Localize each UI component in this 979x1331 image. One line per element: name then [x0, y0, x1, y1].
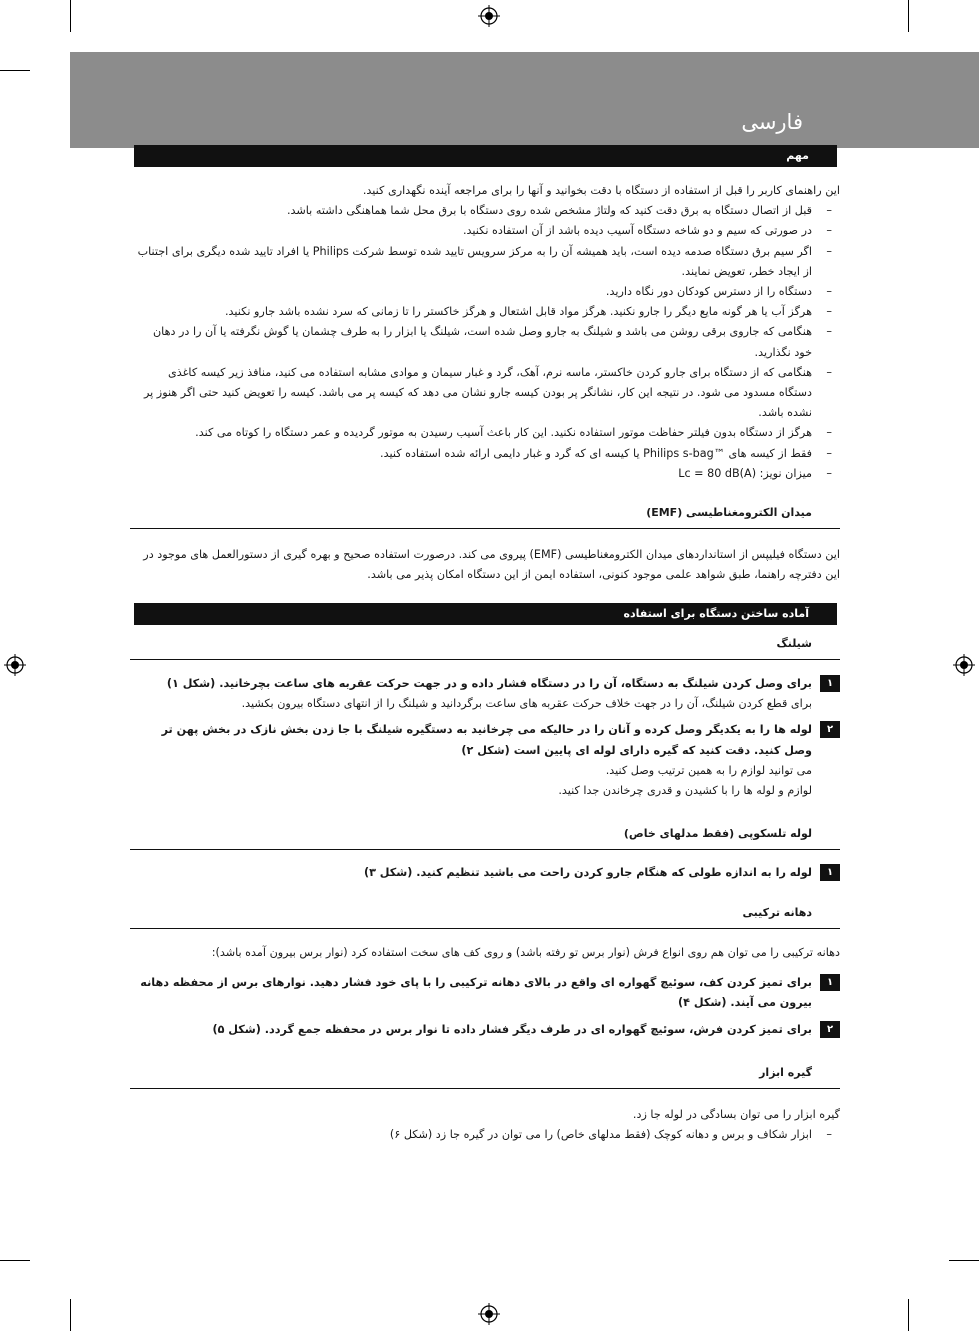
list-item: – ابزار شکاف و برس و دهانه کوچک (فقط مدلهای خاص) را می توان در گیره جا زد (شکل ۶) [389, 1128, 832, 1142]
step-item: ۱ برای تمیز کردن کف، سوئیچ گهواره ای واقع در بالای دهانه ترکیبی را با پای خود فشار دهید. نوارهای برس از محفظه دهانه بیرون می آیند. (شکل ۴) [134, 973, 840, 1013]
step-number: ۲ [820, 1021, 840, 1038]
list-item: – در صورتی که سیم و دو شاخه دستگاه آسیب دیده باشد از آن استفاده نکنید. [463, 224, 832, 238]
nozzle-section [134, 943, 840, 1040]
step-number: ۲ [820, 721, 840, 738]
hose-section [134, 674, 840, 801]
hose-heading: شیلنگ [130, 637, 840, 660]
important-intro: این راهنمای کاربر را قبل از استفاده از دستگاه با دقت بخوانید و آنها را برای مراجعه آینده نگهداری کنید. [362, 184, 840, 197]
step-item: ۲ برای تمیز کردن فرش، سوئیچ گهواره ای در طرف دیگر فشار داده تا نوار برس در محفظه جمع گردد. (شکل ۵) [134, 1020, 840, 1040]
crop-mark [0, 70, 30, 71]
clip-section [134, 1105, 840, 1145]
list-item: – هرگز از دستگاه بدون فیلتر حفاظت موتور استفاده نکنید. این کار باعث آسیب رسیدن به موتور گردیده و عمر دستگاه را کوتاه می کند. [195, 426, 832, 440]
list-item: – دستگاه را از دسترس کودکان دور نگاه دارید. [605, 285, 832, 299]
clip-intro: گیره ابزار را می توان بسادگی در لوله جا زد. [632, 1108, 840, 1121]
registration-mark-icon [953, 654, 975, 676]
crop-mark [908, 0, 909, 32]
clip-heading: گیره ابزار [130, 1066, 840, 1089]
step-item: ۲ لوله ها را به یکدیگر وصل کرده و آنان را در حالیکه می چرخانید به دستگیره شیلنگ با جا زدن بخش نازک در بخش پهن تر وصل کنید. دقت کنید که گیره دارای لوله ای پایین است (شکل ۲) می توانید لوازم را به همین ترتیب وصل کنید. لوازم و لوله ها را با کشیدن و قدری چرخاندن جدا کنید. [134, 720, 840, 801]
section-bar-preparing: آماده ساختن دستگاه برای استفاده [134, 603, 837, 625]
step-number: ۱ [820, 864, 840, 881]
crop-mark [70, 1299, 71, 1331]
list-item: – میزان نویز: Lc = 80 dB(A) [678, 466, 832, 480]
list-item: – فقط از کیسه های ™Philips s-bag یا کیسه ای که گرد و غبار دایمی ارائه شده استفاده کنید. [380, 446, 832, 460]
nozzle-intro: دهانه ترکیبی را می توان هم روی انواع فرش (نوار برس تو رفته باشد) و روی کف های سخت استفاده کرد (نوار برس بیرون آمده باشد): [211, 946, 840, 959]
emf-section [134, 545, 840, 585]
crop-mark [908, 1299, 909, 1331]
telescopic-heading: لوله تلسکوپی (فقط مدلهای خاص) [130, 827, 840, 850]
registration-mark-icon [478, 5, 500, 27]
important-section [134, 181, 840, 484]
language-title: فارسی [741, 110, 803, 134]
step-item: ۱ برای وصل کردن شیلنگ به دستگاه، آن را در دستگاه فشار داده و در جهت حرکت عقربه های ساعت بچرخانید. (شکل ۱) برای قطع کردن شیلنگ، آن را در جهت خلاف حرکت عقربه های ساعت برگردانید و شیلنگ را از انتهای دستگاه بیرون بکشید. [134, 674, 840, 714]
list-item: – قبل از اتصال دستگاه به برق دقت کنید که ولتاژ مشخص شده روی دستگاه با برق محل شما هماهنگی داشته باشد. [286, 204, 832, 218]
emf-heading: میدان الکترومغناطیسی (EMF) [130, 506, 840, 529]
list-item: – اگر سیم برق دستگاه صدمه دیده است، باید همیشه آن را به مرکز سرویس تایید شده توسط شرکت Philips یا افراد تایید شده دیگری برای اجتناب از ایجاد خطر، تعویض نمایند. [137, 244, 832, 278]
step-number: ۱ [820, 974, 840, 991]
crop-mark [70, 0, 71, 32]
list-item: – هنگامی که جاروی برقی روشن می باشد و شیلنگ به جارو وصل شده است، شیلنگ یا ابزار را به طرف چشمان یا گوش نگرفته یا آن را در دهان خود نگذارید. [152, 325, 832, 359]
crop-mark [0, 1260, 30, 1261]
registration-mark-icon [4, 654, 26, 676]
registration-mark-icon [478, 1303, 500, 1325]
nozzle-heading: دهانه ترکیبی [130, 906, 840, 929]
step-number: ۱ [820, 675, 840, 692]
list-item: – هرگز آب یا هر گونه مایع دیگر را جارو نکنید. هرگز مواد قابل اشتعال و هرگز خاکستر را تا زمانی که سرد نشده باشد جارو نکنید. [224, 305, 832, 319]
crop-mark [949, 1260, 979, 1261]
list-item: – هنگامی که از دستگاه برای جارو کردن خاکستر، ماسه نرم، آهک، گرد و غبار سیمان و موادی مشابه استفاده می کنید، منافذ زیر کیسه کاغذی دستگاه مسدود می شود. در نتیجه این کار، نشانگر پر بودن کیسه جارو نشان می دهد که کیسه پر می باشد. کیسه را تعویض کنید حتی اگر هنوز پر نشده باشد. [143, 365, 832, 420]
step-item: ۱ لوله را به اندازه طولی که هنگام جارو کردن راحت می باشید تنظیم کنید. (شکل ۳) [134, 863, 840, 883]
header-band [70, 52, 979, 148]
telescopic-section [134, 863, 840, 883]
section-bar-important: مهم [134, 145, 837, 167]
emf-body: این دستگاه فیلیپس از استانداردهای میدان الکترومغناطیسی (EMF) پیروی می کند. درصورت استفاده صحیح و بهره گیری از دستورالعمل های موجود در این دفترچه راهنما، طبق شواهد علمی موجود کنونی، استفاده ایمن از این دستگاه امکان پذیر می باشد. [143, 548, 840, 582]
